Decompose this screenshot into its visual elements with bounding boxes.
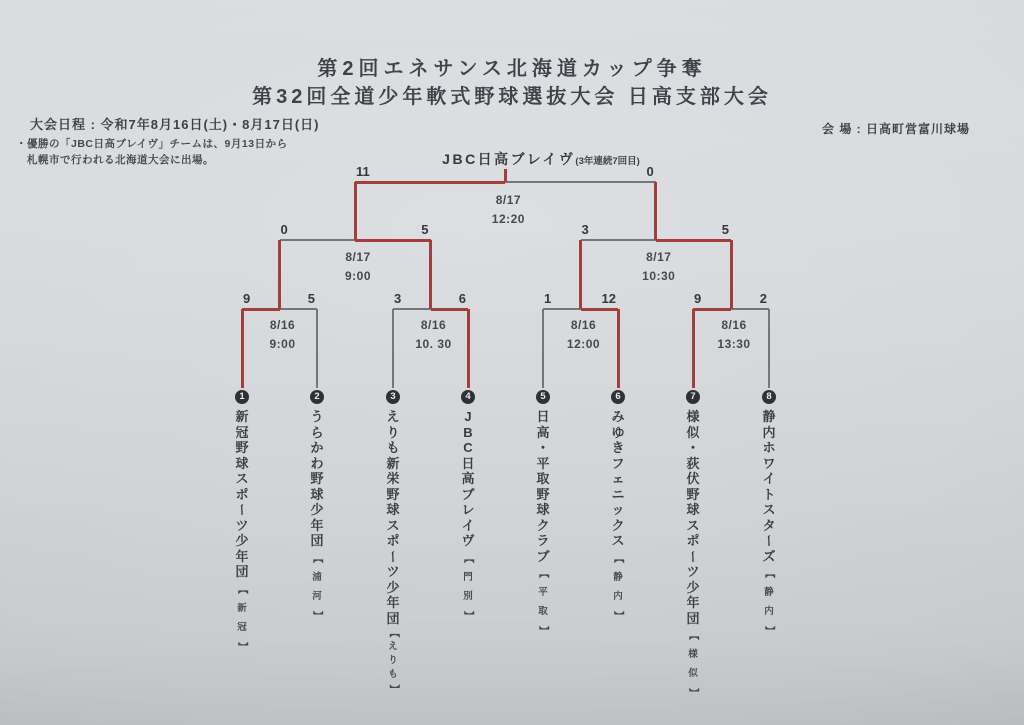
match-time: 10. 30 bbox=[415, 337, 452, 351]
match-date: 8/16 bbox=[570, 318, 597, 332]
sf1-bar-right bbox=[355, 239, 431, 242]
qf2-bar-right bbox=[431, 308, 469, 311]
team-column-5 bbox=[536, 390, 550, 640]
team-name: み ゆ き フ ェ ニ ッ ク ス bbox=[611, 409, 625, 548]
note-line2: 札幌市で行われる北海道大会に出場。 bbox=[27, 154, 214, 166]
team-number-badge: 5 bbox=[536, 390, 550, 404]
team-name: 静 内 ホ ワ イ ト ス タ ー ズ bbox=[761, 409, 777, 564]
sf1-winner-connector bbox=[354, 182, 357, 240]
team-column-1 bbox=[235, 390, 249, 656]
qf1-bar-right bbox=[280, 308, 318, 310]
qf3-bar-right bbox=[581, 308, 619, 311]
team-column-4 bbox=[461, 390, 475, 625]
team-column-7 bbox=[686, 390, 700, 702]
champion-tick bbox=[504, 169, 507, 182]
match-time: 12:00 bbox=[566, 337, 601, 351]
match-time: 13:30 bbox=[717, 337, 751, 351]
sf2-score-right: 5 bbox=[721, 222, 729, 237]
sf2-bar-right bbox=[656, 239, 731, 242]
sf1-score-left: 0 bbox=[280, 222, 288, 237]
schedule-line: 大会日程 : 令和7年8月16日(土)・8月17日(日) bbox=[30, 117, 320, 132]
team-name: 日 高 ・ 平 取 野 球 ク ラ ブ bbox=[536, 409, 550, 564]
team-number-badge: 7 bbox=[686, 390, 700, 404]
team-name: う ら か わ 野 球 少 年 団 bbox=[310, 409, 324, 548]
sf1-score-right: 5 bbox=[421, 222, 429, 237]
match-time: 10:30 bbox=[642, 269, 676, 283]
team-number-badge: 6 bbox=[611, 390, 625, 404]
sf1-match-info bbox=[321, 248, 395, 286]
match-date: 8/16 bbox=[721, 318, 747, 332]
qf1-bar-left bbox=[242, 308, 280, 311]
qf3-score-left: 1 bbox=[544, 291, 552, 306]
champion-team-name: JBC日高ブレイヴ bbox=[442, 151, 576, 167]
tournament-title-line1: 第2回エネサンス北海道カップ争奪 bbox=[317, 58, 707, 80]
qf4-bar-left bbox=[693, 308, 731, 311]
sf2-match-info bbox=[622, 248, 696, 286]
team-name: 新 冠 野 球 ス ポ ー ツ 少 年 団 bbox=[234, 409, 250, 579]
qf2-score-left: 3 bbox=[394, 291, 402, 306]
qf4-bar-right bbox=[731, 308, 769, 310]
match-date: 8/16 bbox=[420, 318, 447, 332]
final-score-right: 0 bbox=[646, 164, 654, 179]
match-time: 9:00 bbox=[269, 337, 296, 351]
qf1-winner-connector bbox=[278, 240, 281, 309]
team-line-1 bbox=[241, 309, 244, 388]
team-column-2 bbox=[310, 390, 324, 625]
qf2-winner-connector bbox=[429, 240, 432, 309]
team-number-badge: 1 bbox=[235, 390, 249, 404]
team-number-badge: 8 bbox=[762, 390, 776, 404]
team-region: 【 え り も 】 bbox=[387, 628, 399, 694]
tournament-title-line2: 第32回全道少年軟式野球選抜大会 日高支部大会 bbox=[252, 86, 772, 108]
final-bar-right bbox=[505, 181, 655, 183]
team-region: 【 浦 河 】 bbox=[311, 553, 323, 620]
team-column-3 bbox=[386, 390, 400, 696]
qf3-winner-connector bbox=[579, 240, 582, 309]
match-date: 8/16 bbox=[269, 318, 296, 332]
qf4-match-info bbox=[697, 316, 771, 354]
final-score-left: 11 bbox=[356, 164, 370, 179]
team-name: え り も 新 栄 野 球 ス ポ ー ツ 少 年 団 bbox=[385, 409, 401, 626]
match-date: 8/17 bbox=[646, 250, 672, 264]
team-region: 【 様 似 】 bbox=[687, 630, 699, 698]
match-time: 12:20 bbox=[491, 212, 525, 226]
final-match-info bbox=[471, 191, 545, 229]
qf3-match-info bbox=[547, 316, 621, 354]
team-line-5 bbox=[542, 309, 544, 388]
sf2-bar-left bbox=[581, 239, 656, 241]
team-line-3 bbox=[392, 309, 394, 388]
qf4-score-left: 9 bbox=[694, 291, 702, 306]
match-date: 8/17 bbox=[495, 193, 522, 207]
qf1-score-right: 5 bbox=[307, 291, 315, 306]
qf2-score-right: 6 bbox=[458, 291, 466, 306]
team-region: 【 平 取 】 bbox=[537, 568, 549, 636]
qf2-bar-left bbox=[393, 308, 431, 310]
match-time: 9:00 bbox=[344, 269, 372, 283]
team-region: 【 新 冠 】 bbox=[236, 584, 248, 651]
sf2-winner-connector bbox=[654, 182, 657, 240]
team-region: 【 静 内 】 bbox=[763, 568, 775, 636]
champion-streak: (3年連続7回目) bbox=[575, 156, 640, 167]
team-line-7 bbox=[692, 309, 695, 388]
team-name: 様 似 ・ 荻 伏 野 球 ス ポ ー ツ 少 年 団 bbox=[685, 409, 701, 626]
qf4-score-right: 2 bbox=[759, 291, 767, 306]
team-region: 【 静 内 】 bbox=[612, 553, 624, 620]
match-date: 8/17 bbox=[345, 250, 371, 264]
qf1-score-left: 9 bbox=[243, 291, 251, 306]
team-number-badge: 2 bbox=[310, 390, 324, 404]
qf3-score-right: 12 bbox=[601, 291, 616, 306]
qf3-bar-left bbox=[543, 308, 581, 310]
final-bar-left bbox=[355, 181, 505, 184]
team-region: 【 門 別 】 bbox=[462, 553, 474, 620]
sf2-score-left: 3 bbox=[581, 222, 589, 237]
team-column-6 bbox=[611, 390, 625, 625]
qf2-match-info bbox=[397, 316, 471, 354]
team-name: J B C 日 高 ブ レ イ ヴ bbox=[461, 409, 475, 548]
qf4-winner-connector bbox=[730, 240, 733, 309]
sf1-bar-left bbox=[280, 239, 356, 241]
qf1-match-info bbox=[246, 316, 320, 354]
note-line1: ・優勝の「JBC日高ブレイヴ」チームは、9月13日から bbox=[16, 138, 288, 150]
team-number-badge: 4 bbox=[461, 390, 475, 404]
team-column-8 bbox=[762, 390, 776, 640]
team-number-badge: 3 bbox=[386, 390, 400, 404]
venue-line: 会 場 : 日高町営富川球場 bbox=[822, 122, 970, 136]
